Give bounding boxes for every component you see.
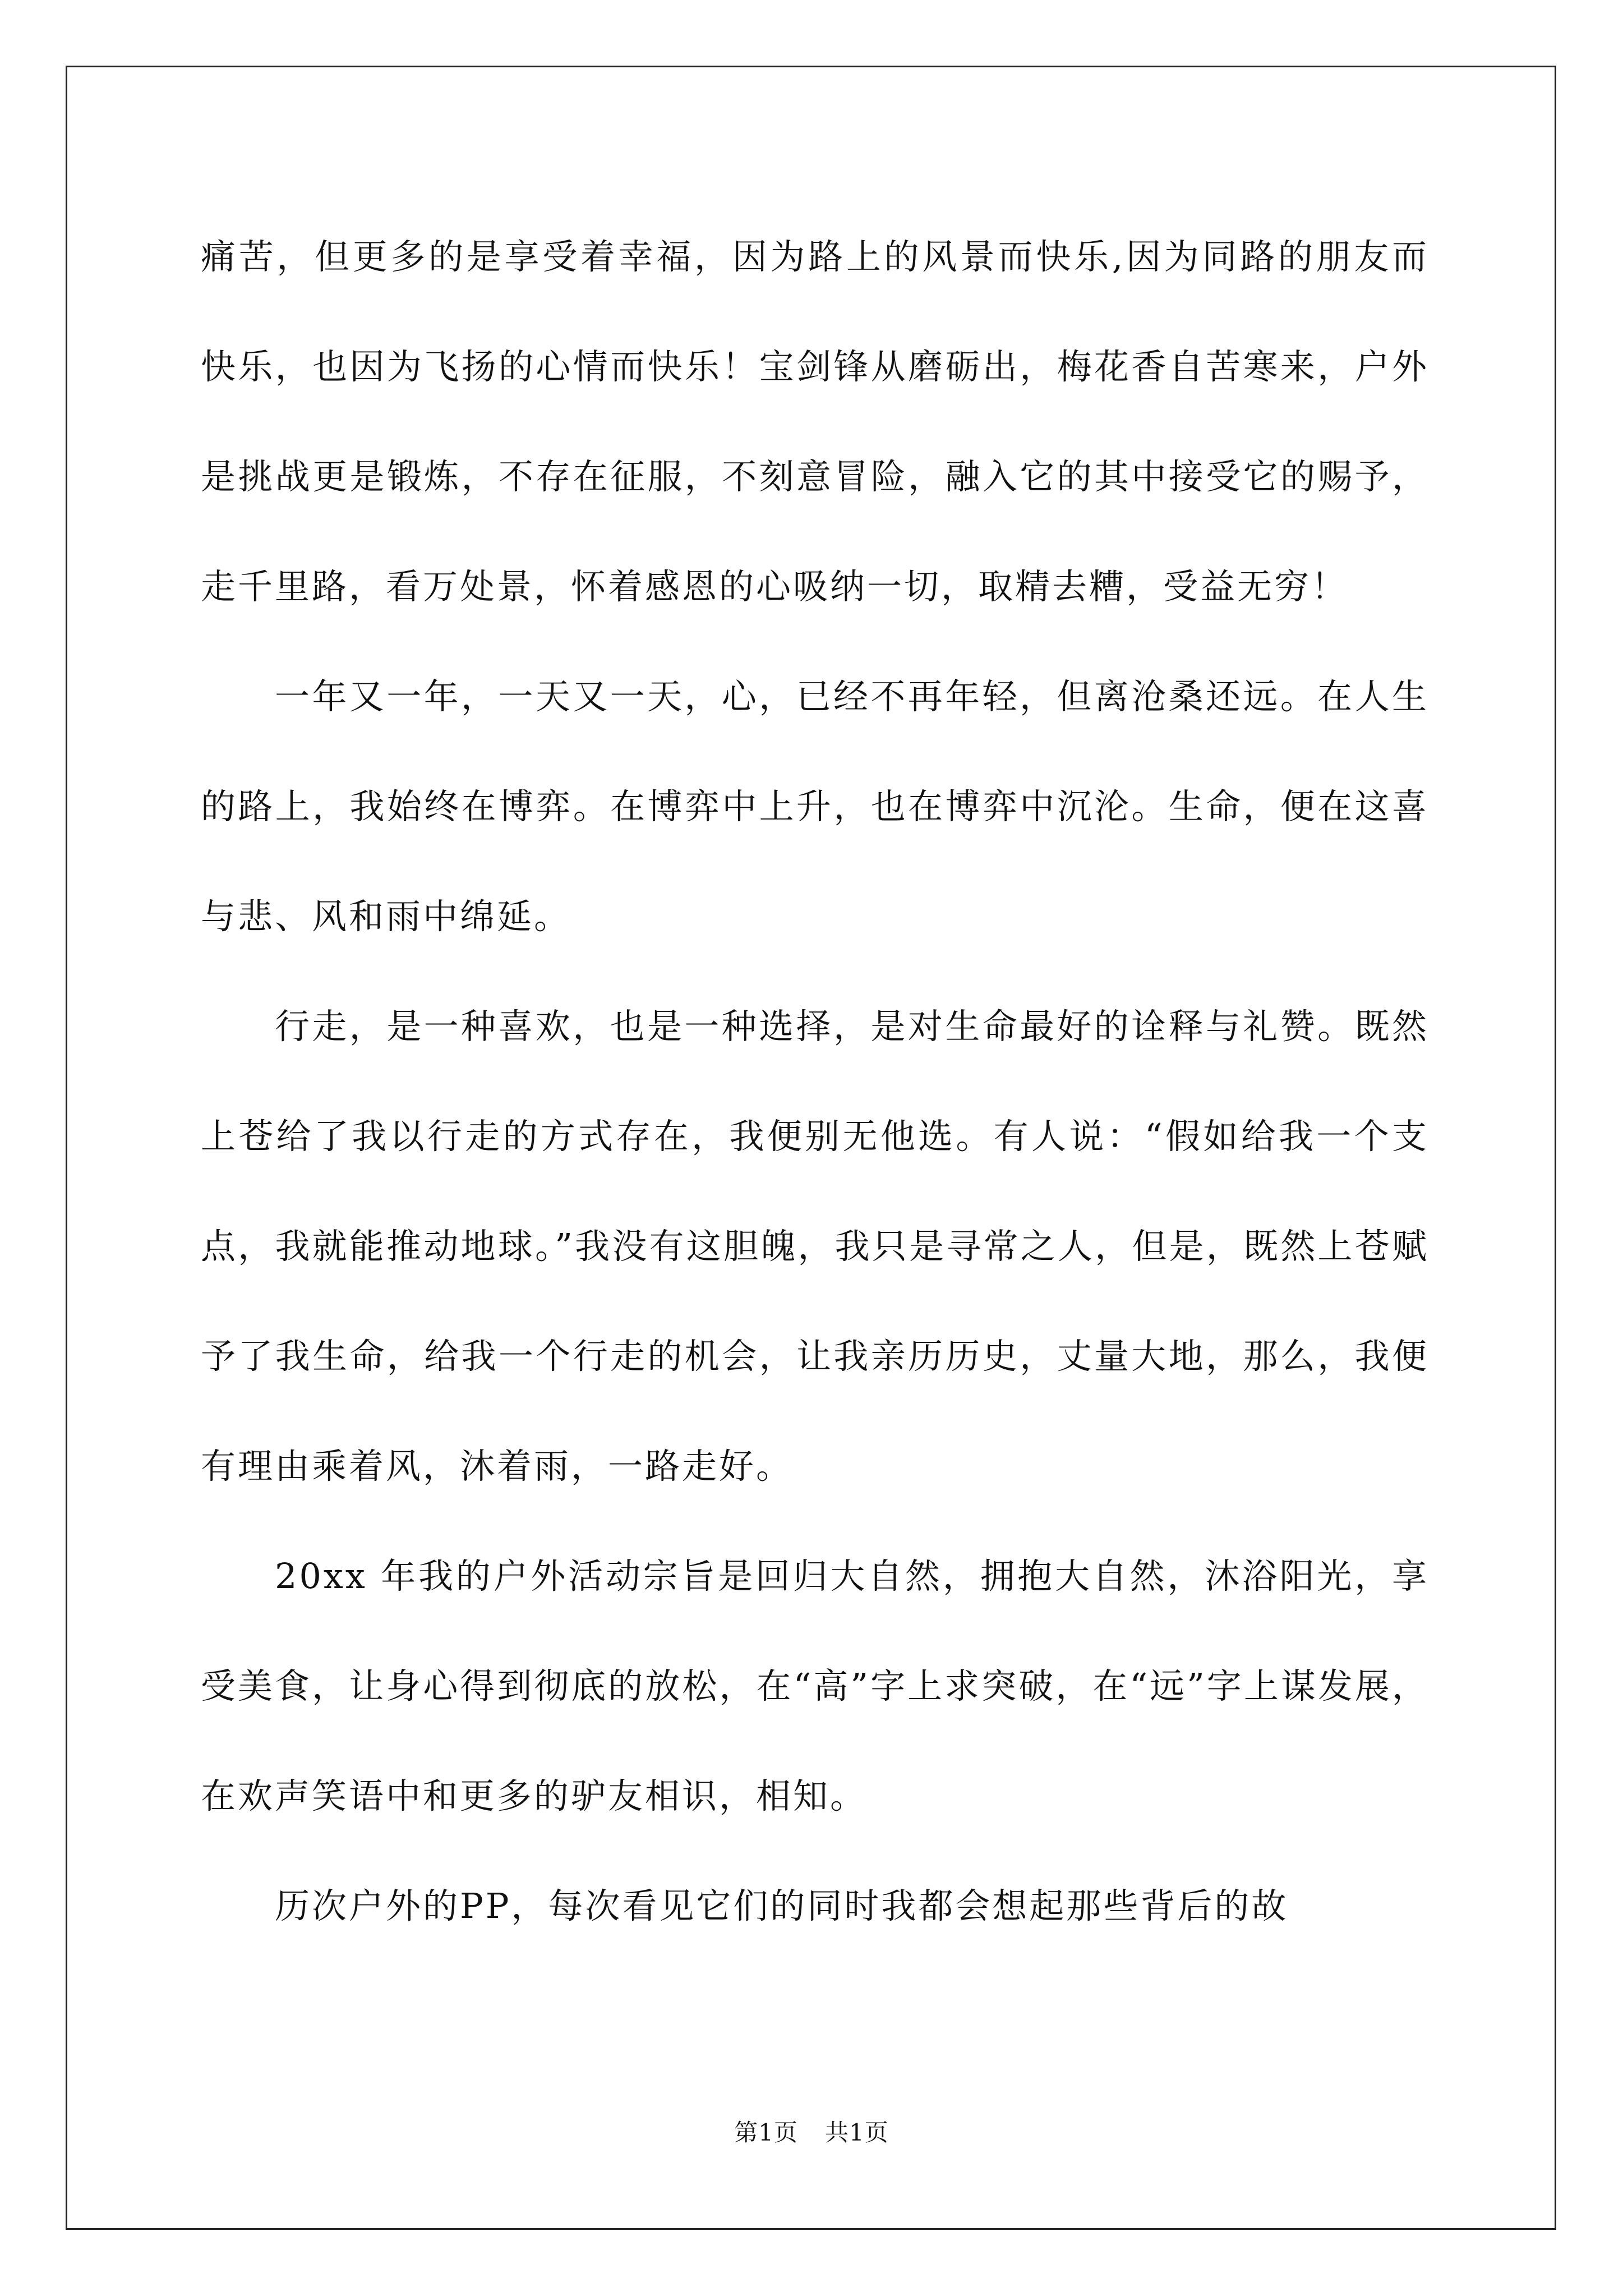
page-total: 共1页 [825, 2119, 889, 2146]
paragraph-5: 历次户外的PP，每次看见它们的同时我都会想起那些背后的故 [275, 1885, 1289, 1926]
document-body [201, 202, 1429, 1961]
paragraph-4: 20xx 年我的户外活动宗旨是回归大自然，拥抱大自然，沐浴阳光，享受美食，让身心得到彻底的放松，在“高”字上求突破，在“远”字上谋发展，在欢声笑语中和更多的驴友相识，相知。 [201, 1556, 1429, 1816]
page-footer [0, 2116, 1623, 2150]
paragraph-2: 一年又一年，一天又一天，心，已经不再年轻，但离沧桑还远。在人生的路上，我始终在博弈。在博弈中上升，也在博弈中沉沦。生命，便在这喜与悲、风和雨中绵延。 [201, 676, 1429, 937]
paragraph-1: 痛苦，但更多的是享受着幸福，因为路上的风景而快乐,因为同路的朋友而快乐，也因为飞扬的心情而快乐！宝剑锋从磨砺出，梅花香自苦寒来，户外是挑战更是锻炼，不存在征服，不刻意冒险，融入它的其中接受它的赐予，走千里路，看万处景，怀着感恩的心吸纳一切，取精去糟，受益无穷！ [201, 236, 1429, 607]
paragraph-3: 行走，是一种喜欢，也是一种选择，是对生命最好的诠释与礼赞。既然上苍给了我以行走的方式存在，我便别无他选。有人说：“假如给我一个支点，我就能推动地球。”我没有这胆魄，我只是寻常之人，但是，既然上苍赋予了我生命，给我一个行走的机会，让我亲历历史，丈量大地，那么，我便有理由乘着风，沐着雨，一路走好。 [201, 1006, 1429, 1487]
page-number: 第1页 [734, 2119, 798, 2146]
